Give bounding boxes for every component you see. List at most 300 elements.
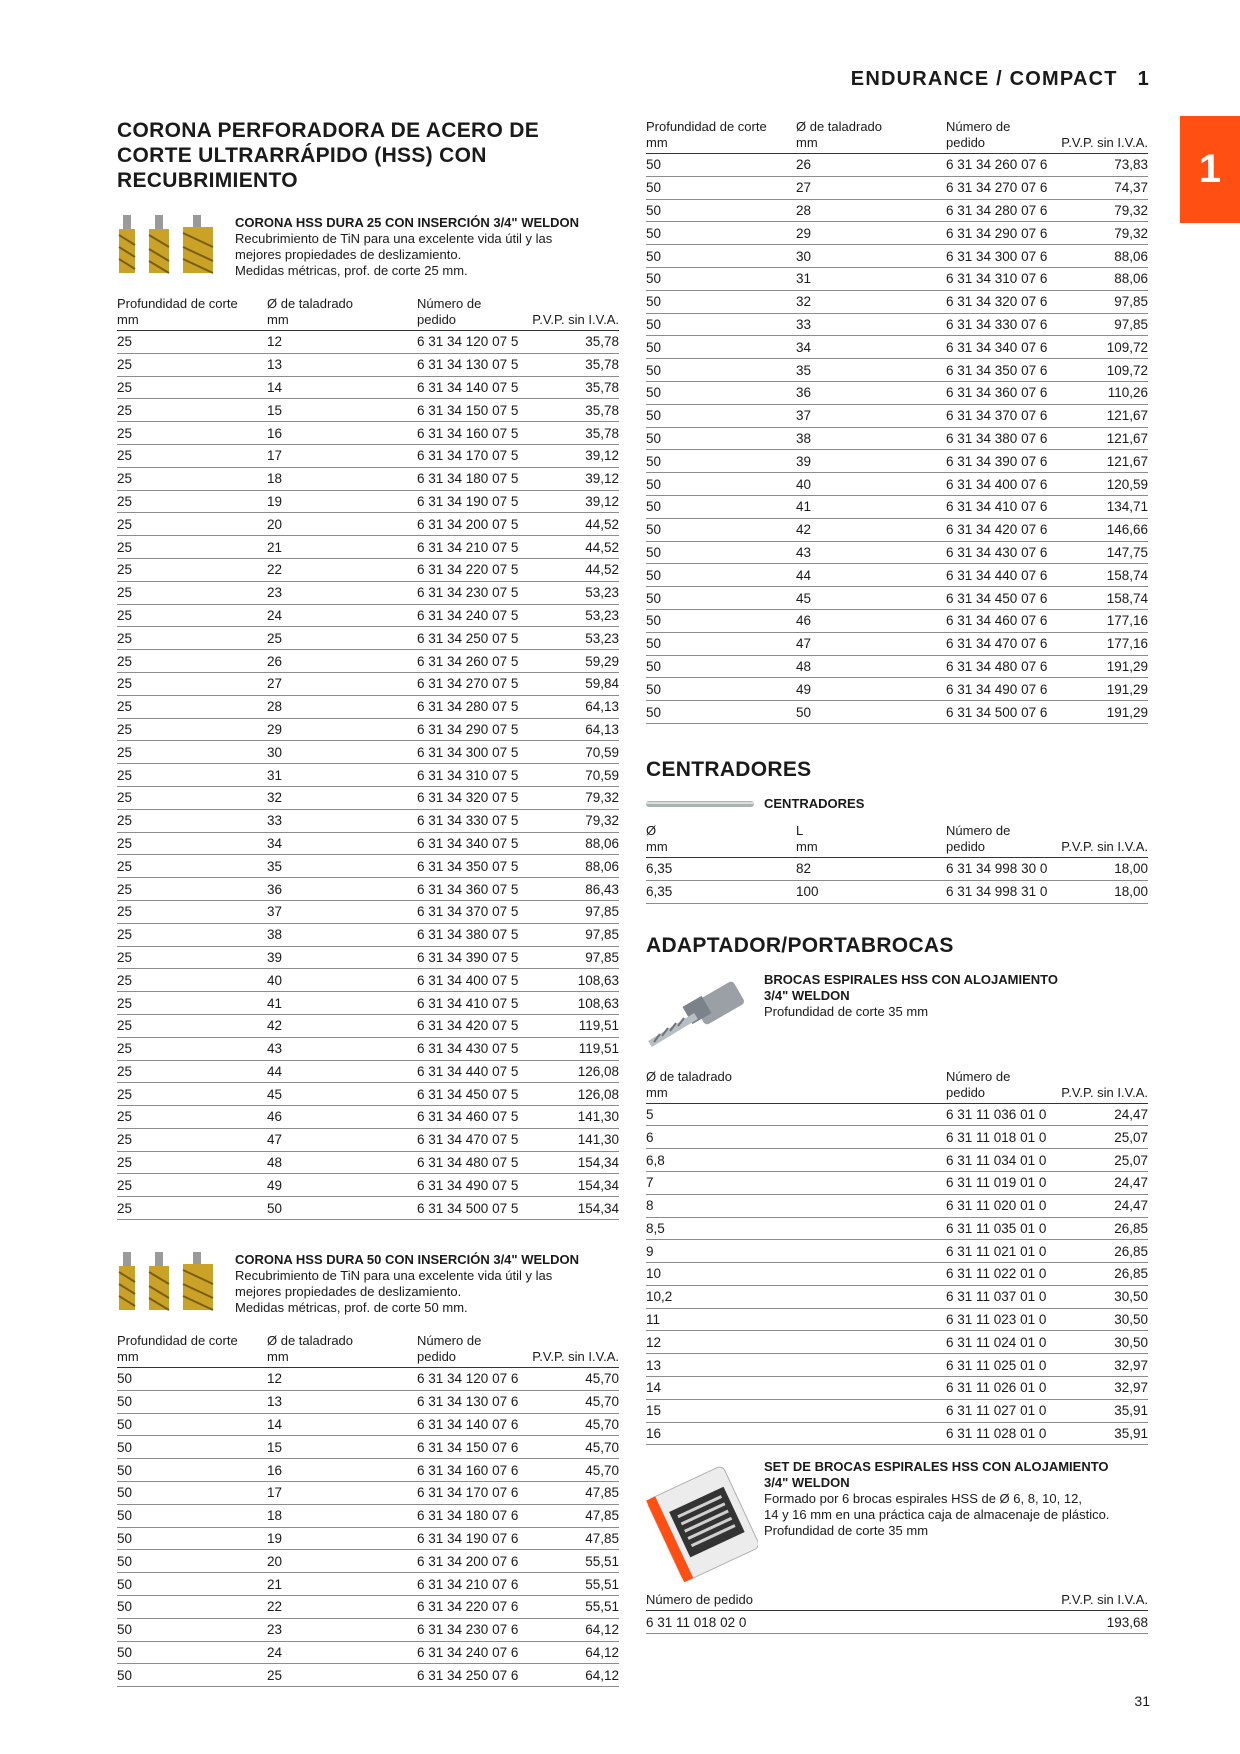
table-row — [117, 1413, 619, 1436]
table-cell: 35,78 — [527, 422, 619, 445]
table-cell: 50 — [117, 1596, 267, 1619]
table-cell: 6 31 11 037 01 0 — [946, 1285, 1056, 1308]
table-cell: 25 — [117, 353, 267, 376]
table-row — [646, 880, 1148, 903]
table-cell: 6 31 34 250 07 5 — [417, 627, 527, 650]
table-cell: 35,78 — [527, 353, 619, 376]
table-cell: 64,13 — [527, 695, 619, 718]
table-cell: 13 — [267, 353, 417, 376]
adaptador-product-name2: 3/4" WELDON — [764, 987, 850, 1003]
table-cell: 6 31 34 180 07 6 — [417, 1504, 527, 1527]
table-row — [646, 176, 1148, 199]
table-row — [646, 1240, 1148, 1263]
table-cell: 14 — [267, 1413, 417, 1436]
table-row — [646, 450, 1148, 473]
table-cell: 6 31 11 036 01 0 — [946, 1103, 1056, 1126]
table-row — [646, 518, 1148, 541]
table-cell: 191,29 — [1056, 701, 1148, 724]
table-cell: 6 31 34 490 07 5 — [417, 1174, 527, 1197]
table-cell: 97,85 — [1056, 290, 1148, 313]
table-cell: 50 — [117, 1459, 267, 1482]
table-cell: 141,30 — [527, 1128, 619, 1151]
table-50-part2 — [646, 119, 1148, 724]
table-row — [117, 422, 619, 445]
table-cell: 6 31 34 998 30 0 — [946, 857, 1056, 880]
hole-saw-image — [117, 1252, 235, 1321]
table-cell: 50 — [646, 154, 796, 177]
table-cell: 6,8 — [646, 1149, 946, 1172]
table-set — [646, 1592, 1148, 1634]
table-cell: 6 31 34 270 07 5 — [417, 672, 527, 695]
table-cell: 50 — [117, 1436, 267, 1459]
table-row — [646, 495, 1148, 518]
table-cell: 25 — [117, 627, 267, 650]
table-cell: 6 31 34 310 07 5 — [417, 764, 527, 787]
adaptador-product — [646, 972, 1148, 1057]
table-cell: 6 31 34 290 07 6 — [946, 222, 1056, 245]
table-cell: 48 — [267, 1151, 417, 1174]
table-row — [117, 1641, 619, 1664]
set-desc2: 14 y 16 mm en una práctica caja de almacenaje de plástico. — [764, 1507, 1110, 1523]
table-row — [117, 650, 619, 673]
table-row — [646, 473, 1148, 496]
table-cell: 26,85 — [1056, 1217, 1148, 1240]
table-cell: 34 — [267, 832, 417, 855]
table-row — [117, 1037, 619, 1060]
table-row — [117, 855, 619, 878]
table-row — [646, 1126, 1148, 1149]
table-cell: 6 31 34 330 07 5 — [417, 809, 527, 832]
table-cell: 6 31 34 400 07 5 — [417, 969, 527, 992]
price: 193,68 — [1056, 1611, 1148, 1634]
table-cell: 6 31 34 390 07 5 — [417, 946, 527, 969]
table-cell: 6 31 34 230 07 6 — [417, 1618, 527, 1641]
table-cell: 50 — [646, 336, 796, 359]
table-cell: 6 31 11 018 01 0 — [946, 1126, 1056, 1149]
table-cell: 25 — [117, 672, 267, 695]
table-cell: 25 — [117, 764, 267, 787]
table-cell: 55,51 — [527, 1550, 619, 1573]
table-cell: 50 — [117, 1641, 267, 1664]
table-cell: 88,06 — [527, 855, 619, 878]
table-cell: 6 31 34 410 07 5 — [417, 992, 527, 1015]
table-cell: 18 — [267, 1504, 417, 1527]
table-cell: 35,91 — [1056, 1422, 1148, 1445]
table-cell: 25 — [117, 809, 267, 832]
table-cell: 53,23 — [527, 581, 619, 604]
table-cell: 50 — [646, 518, 796, 541]
table-row — [646, 587, 1148, 610]
table-cell: 109,72 — [1056, 336, 1148, 359]
table-cell: 6 31 11 019 01 0 — [946, 1171, 1056, 1194]
table-cell: 6 31 34 380 07 6 — [946, 427, 1056, 450]
hole-saw-image — [117, 215, 235, 284]
twist-drill-image — [646, 972, 764, 1057]
table-cell: 35,78 — [527, 376, 619, 399]
table-cell: 25 — [117, 376, 267, 399]
table-cell: 23 — [267, 581, 417, 604]
table-cell: 25 — [117, 946, 267, 969]
table-cell: 25 — [117, 558, 267, 581]
table-cell: 16 — [646, 1422, 946, 1445]
col-price: P.V.P. sin I.V.A. — [1056, 823, 1148, 858]
table-cell: 27 — [796, 176, 946, 199]
table-row — [117, 741, 619, 764]
table-cell: 120,59 — [1056, 473, 1148, 496]
table-cell: 6 31 34 310 07 6 — [946, 267, 1056, 290]
table-cell: 119,51 — [527, 1014, 619, 1037]
table-cell: 6 31 34 450 07 6 — [946, 587, 1056, 610]
table-cell: 6 31 34 470 07 5 — [417, 1128, 527, 1151]
table-row — [646, 1611, 1148, 1634]
table-cell: 50 — [646, 473, 796, 496]
table-cell: 6 31 34 190 07 5 — [417, 490, 527, 513]
table-cell: 31 — [796, 267, 946, 290]
table-cell: 30,50 — [1056, 1285, 1148, 1308]
table-cell: 121,67 — [1056, 427, 1148, 450]
table-cell: 25 — [117, 1106, 267, 1129]
table-cell: 82 — [796, 857, 946, 880]
table-row — [646, 1285, 1148, 1308]
table-cell: 46 — [796, 609, 946, 632]
table-cell: 70,59 — [527, 741, 619, 764]
table-row — [646, 1422, 1148, 1445]
table-cell: 6 31 34 150 07 5 — [417, 399, 527, 422]
table-cell: 50 — [646, 655, 796, 678]
table-cell: 50 — [646, 176, 796, 199]
table-cell: 79,32 — [1056, 199, 1148, 222]
table-cell: 50 — [646, 587, 796, 610]
table-cell: 6 31 34 250 07 6 — [417, 1664, 527, 1687]
table-cell: 50 — [646, 632, 796, 655]
product-25-desc1: Recubrimiento de TiN para una excelente vida útil y las — [235, 231, 553, 246]
table-cell: 44,52 — [527, 513, 619, 536]
table-cell: 45 — [267, 1083, 417, 1106]
product-25-desc2: mejores propiedades de deslizamiento. — [235, 247, 462, 262]
col-price: P.V.P. sin I.V.A. — [1056, 1592, 1148, 1611]
table-row — [646, 655, 1148, 678]
table-cell: 29 — [267, 718, 417, 741]
table-row — [117, 1151, 619, 1174]
table-cell: 6 31 34 280 07 6 — [946, 199, 1056, 222]
table-cell: 25 — [117, 695, 267, 718]
col-order: Número de pedido — [946, 119, 1056, 154]
table-cell: 41 — [267, 992, 417, 1015]
table-row — [646, 404, 1148, 427]
table-cell: 45,70 — [527, 1390, 619, 1413]
table-cell: 121,67 — [1056, 404, 1148, 427]
table-cell: 45,70 — [527, 1413, 619, 1436]
set-name1: SET DE BROCAS ESPIRALES HSS CON ALOJAMIENTO — [764, 1459, 1109, 1475]
table-cell: 6 31 34 460 07 5 — [417, 1106, 527, 1129]
table-cell: 25 — [117, 1014, 267, 1037]
col-diameter: Ø de taladrado mm — [796, 119, 946, 154]
table-row — [117, 627, 619, 650]
table-cell: 6 31 34 340 07 6 — [946, 336, 1056, 359]
table-cell: 25 — [117, 581, 267, 604]
table-row — [117, 1197, 619, 1220]
chapter-tab[interactable] — [1180, 116, 1240, 223]
table-cell: 8,5 — [646, 1217, 946, 1240]
table-cell: 109,72 — [1056, 359, 1148, 382]
table-cell: 141,30 — [527, 1106, 619, 1129]
col-diameter: Ø de taladrado mm — [267, 1333, 417, 1368]
table-cell: 6 31 34 280 07 5 — [417, 695, 527, 718]
table-cell: 21 — [267, 1573, 417, 1596]
table-cell: 25 — [117, 1060, 267, 1083]
table-cell: 6 31 34 360 07 5 — [417, 878, 527, 901]
table-cell: 17 — [267, 1482, 417, 1505]
table-cell: 6 31 34 230 07 5 — [417, 581, 527, 604]
table-row — [117, 923, 619, 946]
table-cell: 25 — [117, 786, 267, 809]
table-row — [117, 444, 619, 467]
adaptador-desc: Profundidad de corte 35 mm — [764, 1003, 929, 1019]
table-cell: 6 31 11 021 01 0 — [946, 1240, 1056, 1263]
table-cell: 6 31 34 360 07 6 — [946, 381, 1056, 404]
table-cell: 45,70 — [527, 1436, 619, 1459]
table-row — [117, 809, 619, 832]
table-cell: 108,63 — [527, 992, 619, 1015]
table-row — [117, 695, 619, 718]
table-cell: 6 31 34 450 07 5 — [417, 1083, 527, 1106]
table-cell: 24 — [267, 604, 417, 627]
table-cell: 6 31 34 410 07 6 — [946, 495, 1056, 518]
table-cell: 31 — [267, 764, 417, 787]
table-cell: 6 31 34 380 07 5 — [417, 923, 527, 946]
table-cell: 6 31 34 260 07 6 — [946, 154, 1056, 177]
table-cell: 50 — [646, 313, 796, 336]
table-cell: 39 — [796, 450, 946, 473]
product-25-name: CORONA HSS DURA 25 CON INSERCIÓN 3/4" WELDON — [235, 215, 579, 230]
table-cell: 6 31 34 160 07 5 — [417, 422, 527, 445]
table-cell: 6 31 34 440 07 6 — [946, 564, 1056, 587]
table-cell: 154,34 — [527, 1197, 619, 1220]
table-cell: 48 — [796, 655, 946, 678]
table-cell: 64,12 — [527, 1641, 619, 1664]
table-cell: 49 — [796, 678, 946, 701]
table-cell: 121,67 — [1056, 450, 1148, 473]
table-25 — [117, 296, 619, 1220]
table-row — [117, 399, 619, 422]
table-cell: 6,35 — [646, 857, 796, 880]
table-cell: 6 31 34 140 07 6 — [417, 1413, 527, 1436]
table-cell: 18 — [267, 467, 417, 490]
table-cell: 6 31 34 490 07 6 — [946, 678, 1056, 701]
table-cell: 50 — [646, 404, 796, 427]
col-price: P.V.P. sin I.V.A. — [527, 296, 619, 331]
table-cell: 6 31 34 480 07 6 — [946, 655, 1056, 678]
table-cell: 134,71 — [1056, 495, 1148, 518]
table-row — [646, 541, 1148, 564]
table-cell: 15 — [267, 1436, 417, 1459]
table-cell: 70,59 — [527, 764, 619, 787]
table-cell: 25 — [117, 650, 267, 673]
table-cell: 33 — [267, 809, 417, 832]
table-cell: 6 31 34 300 07 6 — [946, 245, 1056, 268]
table-cell: 6 31 11 023 01 0 — [946, 1308, 1056, 1331]
table-cell: 6 31 34 400 07 6 — [946, 473, 1056, 496]
table-cell: 25 — [117, 467, 267, 490]
table-cell: 6 31 34 120 07 5 — [417, 331, 527, 354]
col-order: Número de pedido — [417, 1333, 527, 1368]
table-cell: 6 — [646, 1126, 946, 1149]
table-row — [117, 969, 619, 992]
table-cell: 47,85 — [527, 1527, 619, 1550]
table-centradores — [646, 823, 1148, 904]
table-row — [117, 1128, 619, 1151]
table-row — [646, 564, 1148, 587]
table-cell: 6 31 11 035 01 0 — [946, 1217, 1056, 1240]
table-cell: 12 — [646, 1331, 946, 1354]
table-cell: 6 31 34 210 07 6 — [417, 1573, 527, 1596]
table-row — [646, 245, 1148, 268]
table-cell: 147,75 — [1056, 541, 1148, 564]
table-cell: 6 31 34 500 07 6 — [946, 701, 1056, 724]
table-cell: 25 — [117, 1083, 267, 1106]
table-cell: 16 — [267, 1459, 417, 1482]
table-cell: 6 31 34 240 07 6 — [417, 1641, 527, 1664]
table-cell: 25 — [267, 627, 417, 650]
col-diameter: Ø de taladrado mm — [267, 296, 417, 331]
main-title: CORONA PERFORADORA DE ACERO DE CORTE ULTRARRÁPIDO (HSS) CON RECUBRIMIENTO — [117, 119, 540, 192]
pilot-pin-image — [646, 796, 764, 817]
table-cell: 6 31 11 020 01 0 — [946, 1194, 1056, 1217]
table-cell: 44,52 — [527, 558, 619, 581]
table-cell: 50 — [117, 1527, 267, 1550]
table-cell: 50 — [646, 427, 796, 450]
table-cell: 35 — [796, 359, 946, 382]
set-desc3: Profundidad de corte 35 mm — [764, 1523, 929, 1539]
table-cell: 22 — [267, 1596, 417, 1619]
table-cell: 6 31 34 340 07 5 — [417, 832, 527, 855]
table-row — [646, 609, 1148, 632]
table-cell: 119,51 — [527, 1037, 619, 1060]
col-depth: Profundidad de corte mm — [117, 1333, 267, 1368]
table-cell: 45 — [796, 587, 946, 610]
table-cell: 43 — [796, 541, 946, 564]
header-title: ENDURANCE / COMPACT — [850, 68, 1118, 90]
right-column — [646, 119, 1148, 1634]
table-cell: 28 — [267, 695, 417, 718]
table-cell: 25 — [117, 536, 267, 559]
table-cell: 97,85 — [1056, 313, 1148, 336]
table-cell: 27 — [267, 672, 417, 695]
table-row — [646, 1217, 1148, 1240]
product-50-name: CORONA HSS DURA 50 CON INSERCIÓN 3/4" WELDON — [235, 1252, 579, 1268]
table-cell: 191,29 — [1056, 655, 1148, 678]
table-cell: 59,29 — [527, 650, 619, 673]
table-cell: 6 31 34 480 07 5 — [417, 1151, 527, 1174]
table-cell: 12 — [267, 331, 417, 354]
table-cell: 6 31 34 200 07 5 — [417, 513, 527, 536]
table-cell: 50 — [646, 609, 796, 632]
table-cell: 30,50 — [1056, 1331, 1148, 1354]
col-order: Número de pedido — [946, 1069, 1056, 1104]
table-cell: 14 — [267, 376, 417, 399]
table-cell: 50 — [117, 1504, 267, 1527]
table-cell: 12 — [267, 1368, 417, 1391]
table-cell: 55,51 — [527, 1596, 619, 1619]
table-cell: 50 — [117, 1368, 267, 1391]
table-cell: 6 31 34 998 31 0 — [946, 880, 1056, 903]
table-cell: 8 — [646, 1194, 946, 1217]
col-depth: Profundidad de corte mm — [646, 119, 796, 154]
table-cell: 18,00 — [1056, 857, 1148, 880]
table-cell: 25 — [117, 444, 267, 467]
table-cell: 191,29 — [1056, 678, 1148, 701]
table-cell: 97,85 — [527, 946, 619, 969]
table-cell: 32,97 — [1056, 1354, 1148, 1377]
table-cell: 41 — [796, 495, 946, 518]
table-cell: 88,06 — [1056, 267, 1148, 290]
table-cell: 6 31 34 470 07 6 — [946, 632, 1056, 655]
table-cell: 25 — [117, 1197, 267, 1220]
page-header — [851, 68, 1150, 91]
table-row — [117, 581, 619, 604]
table-cell: 24 — [267, 1641, 417, 1664]
table-cell: 40 — [267, 969, 417, 992]
table-row — [117, 1482, 619, 1505]
table-cell: 25 — [117, 422, 267, 445]
table-cell: 25 — [117, 718, 267, 741]
table-cell: 50 — [646, 701, 796, 724]
table-cell: 50 — [117, 1482, 267, 1505]
table-cell: 97,85 — [527, 900, 619, 923]
table-cell: 6 31 34 120 07 6 — [417, 1368, 527, 1391]
table-cell: 25 — [117, 992, 267, 1015]
table-cell: 108,63 — [527, 969, 619, 992]
table-cell: 6 31 34 260 07 5 — [417, 650, 527, 673]
table-cell: 38 — [267, 923, 417, 946]
table-cell: 35 — [267, 855, 417, 878]
table-cell: 49 — [267, 1174, 417, 1197]
table-cell: 6 31 11 028 01 0 — [946, 1422, 1056, 1445]
table-cell: 6 31 34 210 07 5 — [417, 536, 527, 559]
table-row — [117, 1527, 619, 1550]
table-cell: 53,23 — [527, 627, 619, 650]
table-row — [646, 267, 1148, 290]
table-cell: 50 — [646, 541, 796, 564]
table-cell: 6 31 34 160 07 6 — [417, 1459, 527, 1482]
table-cell: 25 — [117, 900, 267, 923]
adaptador-product-name1: BROCAS ESPIRALES HSS CON ALOJAMIENTO — [764, 971, 1058, 987]
table-cell: 11 — [646, 1308, 946, 1331]
chapter-tab-label: 1 — [1198, 147, 1222, 191]
table-row — [646, 154, 1148, 177]
table-cell: 25 — [117, 969, 267, 992]
table-row — [117, 672, 619, 695]
product-50-desc1: Recubrimiento de TiN para una excelente vida útil y las — [235, 1268, 553, 1284]
table-cell: 25 — [117, 832, 267, 855]
table-cell: 177,16 — [1056, 632, 1148, 655]
table-cell: 39,12 — [527, 467, 619, 490]
table-row — [646, 199, 1148, 222]
table-cell: 23 — [267, 1618, 417, 1641]
table-cell: 26,85 — [1056, 1240, 1148, 1263]
table-cell: 73,83 — [1056, 154, 1148, 177]
table-row — [117, 764, 619, 787]
col-order: Número de pedido — [946, 823, 1056, 858]
table-cell: 6 31 34 170 07 5 — [417, 444, 527, 467]
table-cell: 6 31 11 022 01 0 — [946, 1263, 1056, 1286]
table-cell: 59,84 — [527, 672, 619, 695]
table-cell: 50 — [117, 1413, 267, 1436]
table-row — [117, 1596, 619, 1619]
table-cell: 50 — [796, 701, 946, 724]
table-cell: 6 31 34 290 07 5 — [417, 718, 527, 741]
table-cell: 100 — [796, 880, 946, 903]
